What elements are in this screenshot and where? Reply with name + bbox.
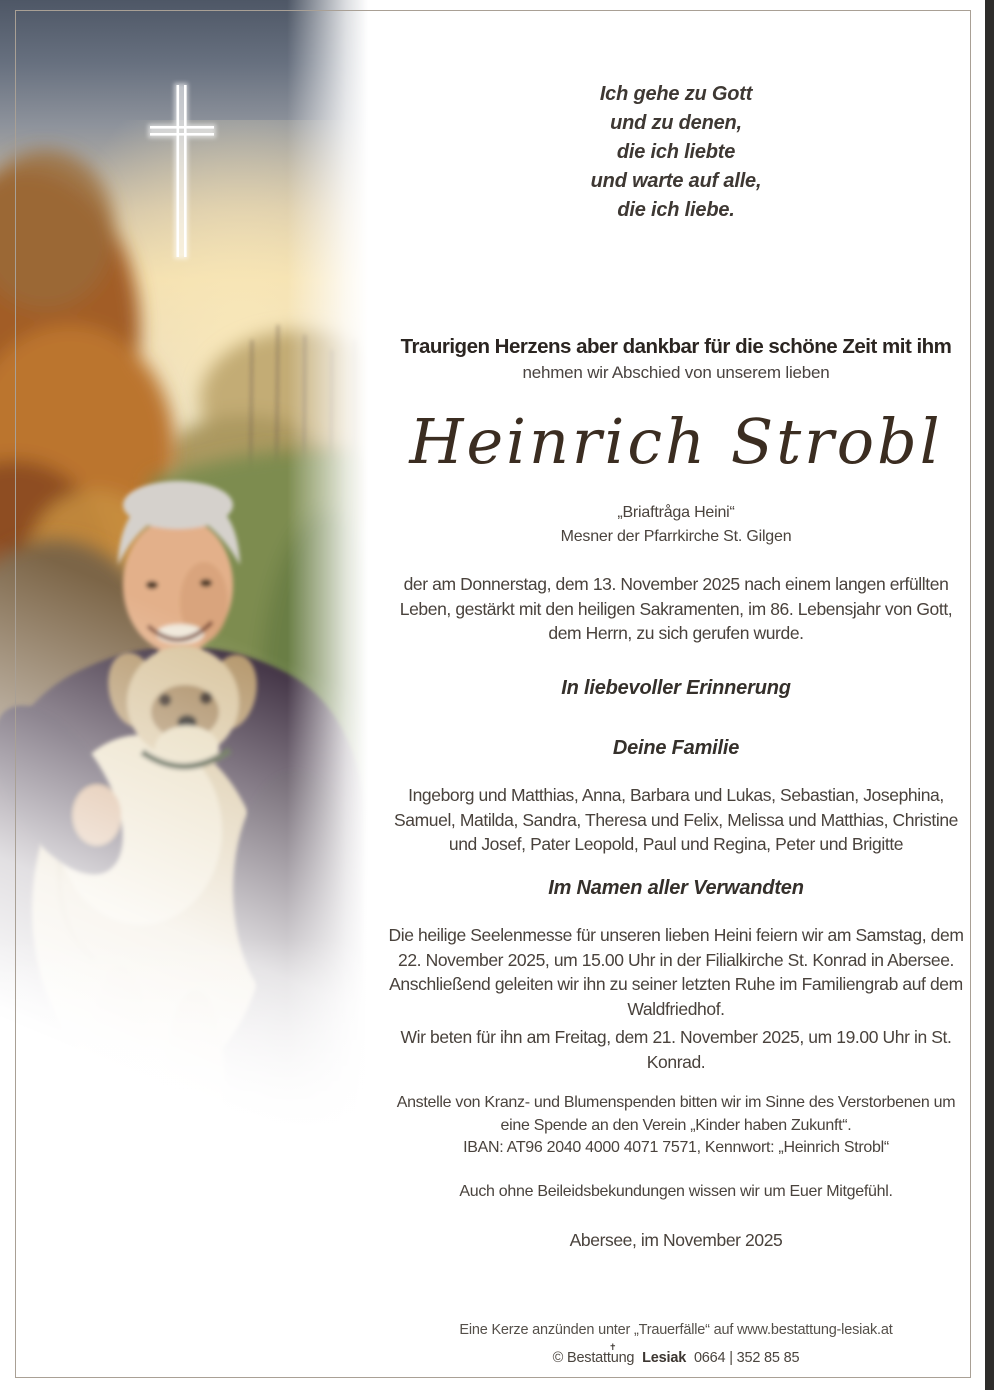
family-heading: Deine Familie	[612, 737, 740, 759]
intro-block	[388, 334, 964, 383]
deceased-role: Mesner der Pfarrkirche St. Gilgen	[560, 528, 792, 545]
funeral-home-phone: 0664 | 352 85 85	[693, 1350, 800, 1366]
prayer-info: Wir beten für ihn am Freitag, dem 21. November 2025, um 19.00 Uhr in St. Konrad.	[400, 1027, 952, 1072]
photo-fade-foot	[0, 938, 368, 1178]
scan-edge-strip	[985, 0, 994, 1390]
family-names: Ingeborg und Matthias, Anna, Barbara und Lukas, Sebastian, Josephina, Samuel, Matilda, Sandra, Theresa und Felix, Melissa und Matthias, Christine und Josef, Pater Leopold, Paul und Regina, Peter und Brigitte	[394, 785, 958, 854]
funeral-home-name: Lesiak	[642, 1350, 687, 1366]
verse-line: Ich gehe zu Gott	[599, 83, 753, 105]
memorial-photo	[0, 0, 368, 1178]
verse-line: die ich liebte	[616, 141, 736, 163]
place-date: Abersee, im November 2025	[569, 1230, 783, 1250]
remembrance-line: In liebevoller Erinnerung	[561, 677, 791, 699]
funeral-home-line	[388, 1342, 964, 1366]
donation-block	[388, 1092, 964, 1160]
intro-subline: nehmen wir Abschied von unserem lieben	[522, 363, 830, 382]
death-notice: der am Donnerstag, dem 13. November 2025 nach einem langen erfüllten Leben, gestärkt mit den heiligen Sakramenten, im 86. Lebensjahr von Gott, dem Herrn, zu sich gerufen wurde.	[399, 574, 953, 643]
mass-info: Die heilige Seelenmesse für unseren lieben Heini feiern wir am Samstag, dem 22. November 2025, um 15.00 Uhr in der Filialkirche St. Konrad in Abersee. Anschließend geleiten wir ihn zu seiner letzten Ruhe im Familiengrab auf dem Waldfriedhof.	[388, 925, 964, 1019]
candle-note: Eine Kerze anzünden unter „Trauerfälle“ auf www.bestattung-lesiak.at	[459, 1322, 893, 1338]
lesiak-logo-cross-icon: ✝	[608, 1342, 617, 1352]
deceased-name: Heinrich Strobl	[409, 405, 943, 478]
deceased-nickname: „Briaftråga Heini“	[617, 504, 735, 521]
donation-iban: IBAN: AT96 2040 4000 4071 7571, Kennwort: „Heinrich Strobl“	[463, 1139, 889, 1156]
copyright-prefix: © Bestattung	[552, 1350, 635, 1366]
verse-line: und zu denen,	[610, 112, 742, 134]
intro-headline: Traurigen Herzens aber dankbar für die schöne Zeit mit ihm	[400, 335, 952, 358]
opening-verse	[388, 80, 964, 225]
condolence-note: Auch ohne Beileidsbekundungen wissen wir um Euer Mitgefühl.	[459, 1183, 893, 1200]
verse-line: die ich liebe.	[617, 199, 735, 221]
relatives-line: Im Namen aller Verwandten	[548, 877, 804, 899]
verse-line: und warte auf alle,	[590, 170, 762, 192]
donation-text: Anstelle von Kranz- und Blumenspenden bitten wir im Sinne des Verstorbenen um eine Spende an den Verein „Kinder haben Zukunft“.	[396, 1094, 956, 1134]
funeral-home-logo	[552, 1342, 635, 1366]
